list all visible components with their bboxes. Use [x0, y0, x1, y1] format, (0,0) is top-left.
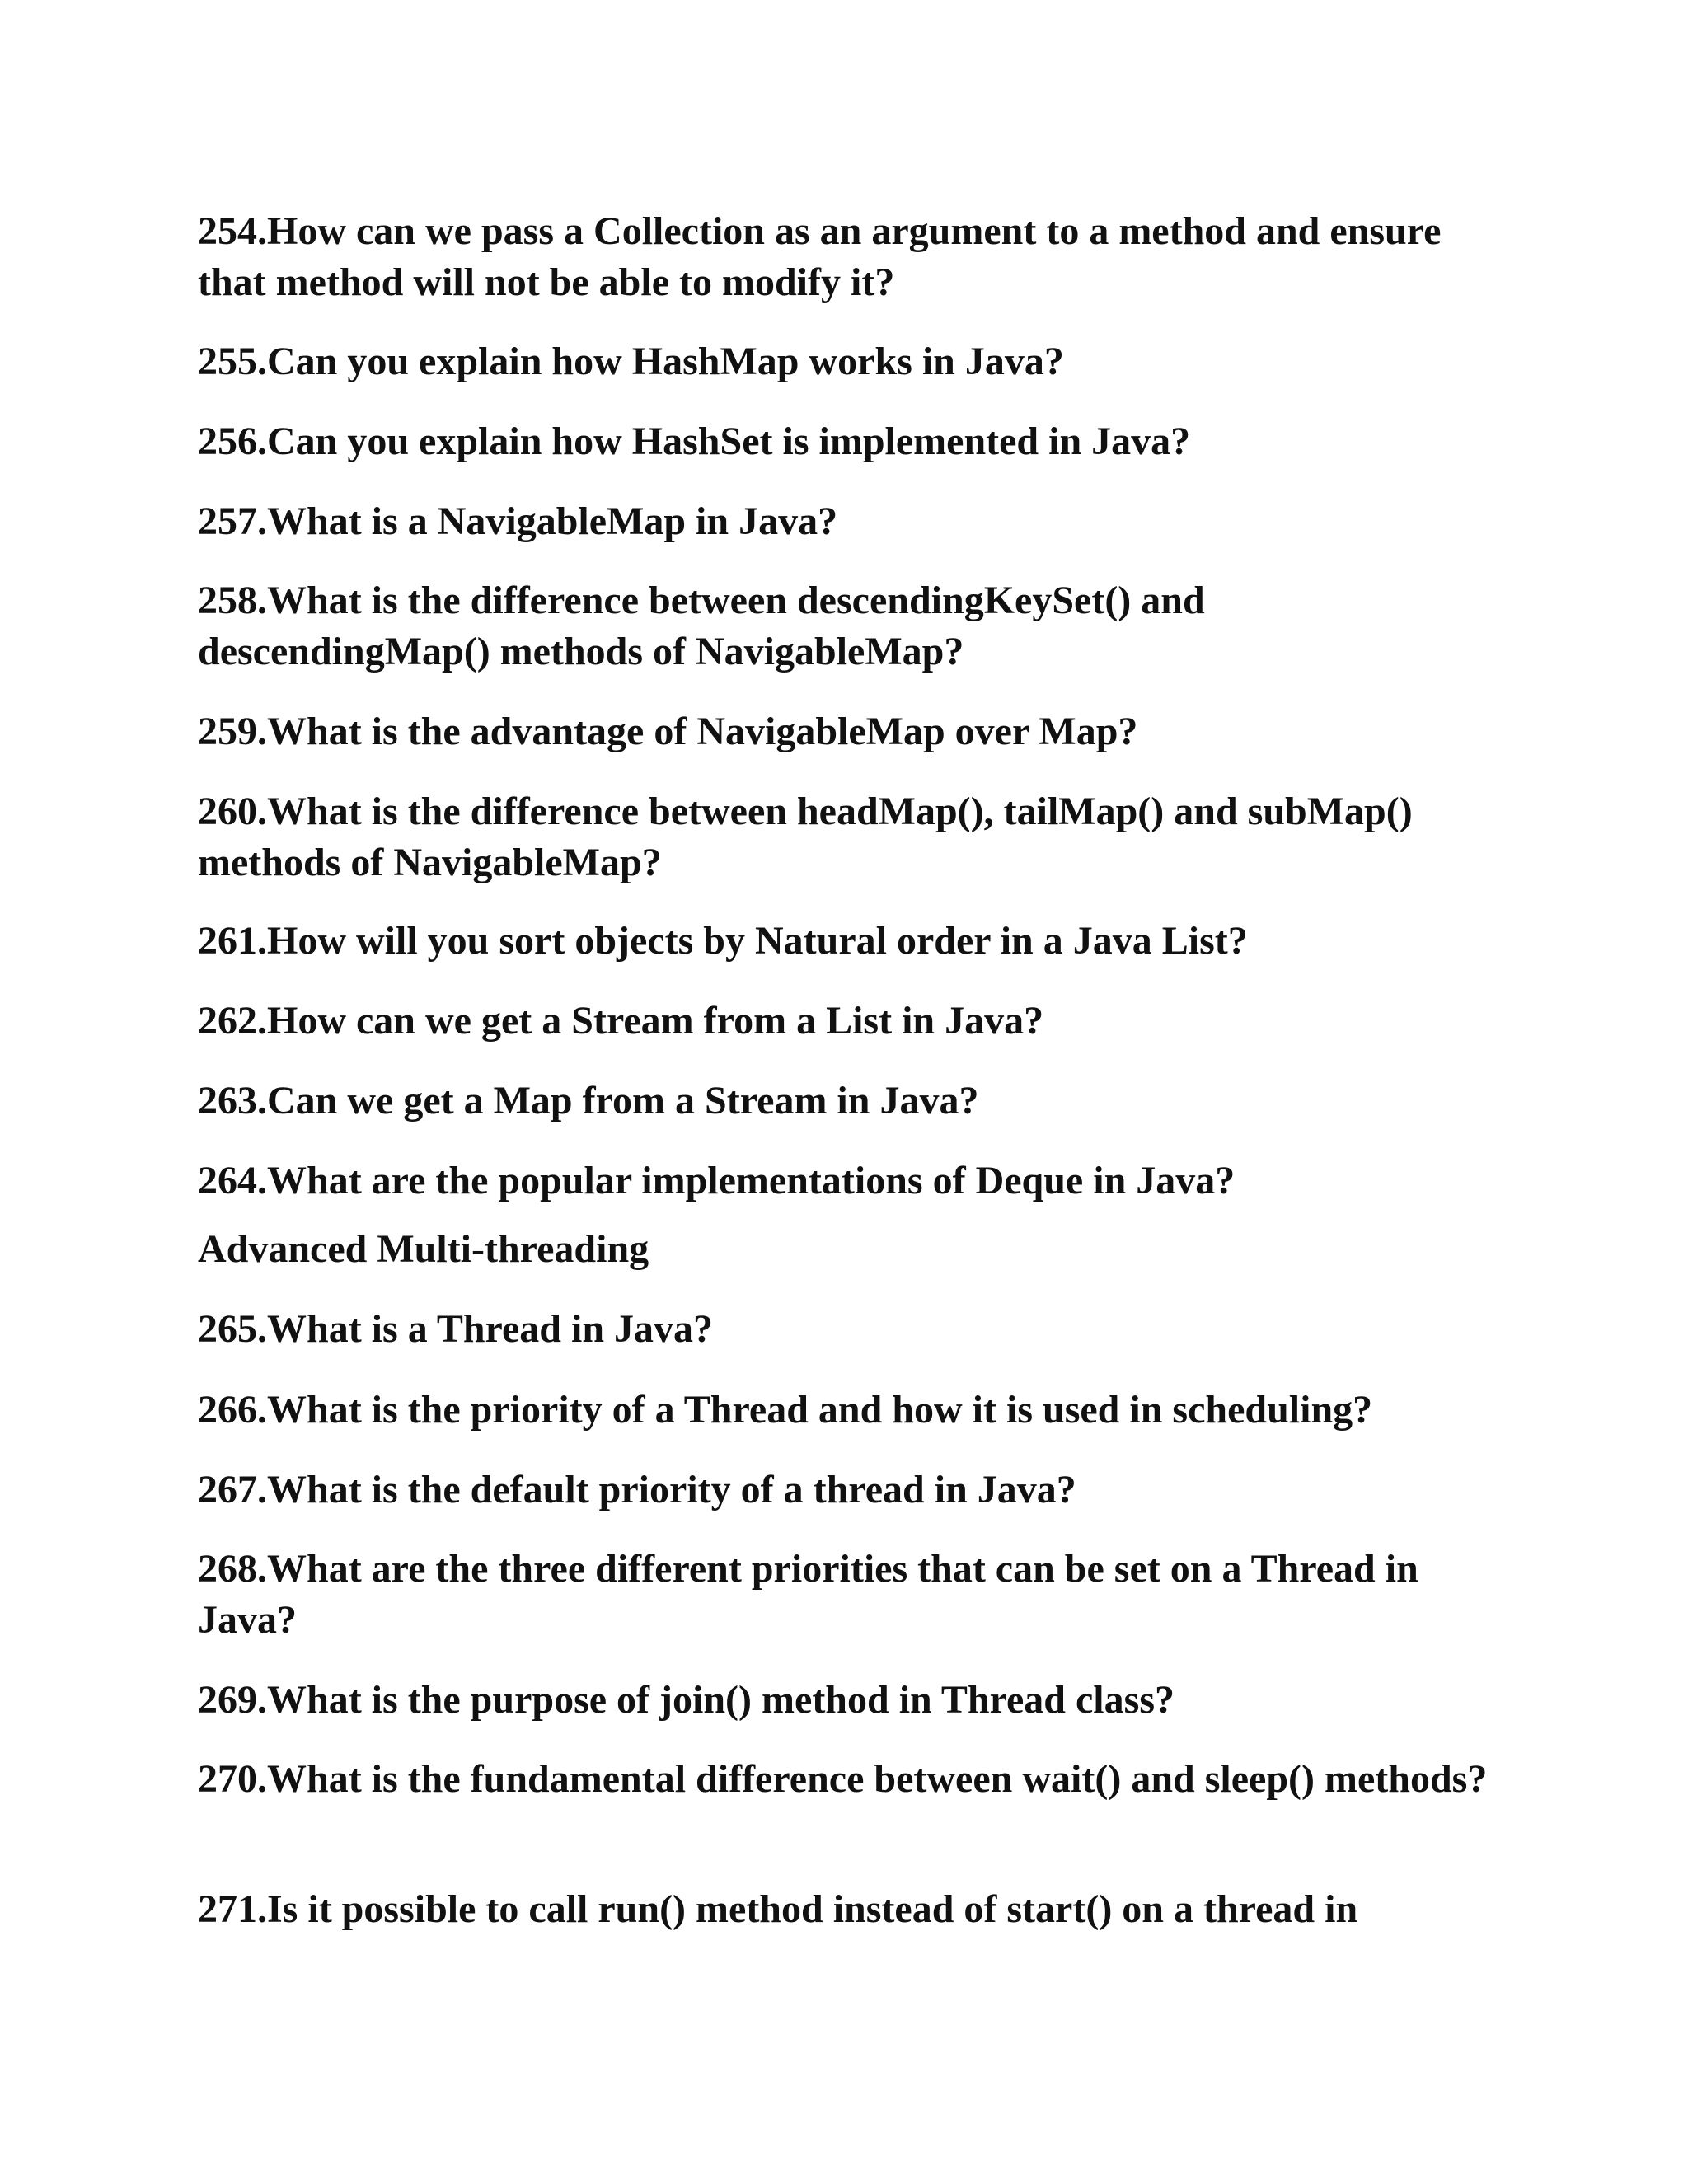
- question-261: [198, 916, 1500, 967]
- question-text: Is it possible to call run() method instead of start() on a thread in: [267, 1887, 1358, 1931]
- question-text: What is the purpose of join() method in Thread class?: [267, 1678, 1175, 1722]
- question-263: [198, 1076, 1500, 1127]
- question-text: What is the default priority of a thread in Java?: [267, 1468, 1076, 1511]
- question-number: 256.: [198, 419, 267, 463]
- question-257: [198, 496, 1500, 547]
- question-number: 267.: [198, 1468, 267, 1511]
- question-number: 270.: [198, 1757, 267, 1801]
- question-270: [198, 1754, 1500, 1805]
- question-number: 263.: [198, 1079, 267, 1122]
- question-267: [198, 1465, 1500, 1516]
- question-number: 261.: [198, 919, 267, 963]
- question-text: What are the popular implementations of Deque in Java?: [267, 1159, 1236, 1202]
- question-number: 269.: [198, 1678, 267, 1722]
- question-268: [198, 1544, 1500, 1646]
- question-265: [198, 1304, 1500, 1355]
- question-254: [198, 206, 1500, 308]
- question-text: How will you sort objects by Natural order in a Java List?: [267, 919, 1248, 963]
- question-number: 257.: [198, 499, 267, 543]
- question-text: What is the difference between headMap(), tailMap() and subMap() methods of NavigableMap?: [198, 790, 1413, 884]
- question-number: 259.: [198, 710, 267, 753]
- question-260: [198, 786, 1500, 888]
- question-text: What is the priority of a Thread and how it is used in scheduling?: [267, 1388, 1373, 1432]
- question-text: What is a NavigableMap in Java?: [267, 499, 838, 543]
- section-heading: Advanced Multi-threading: [198, 1227, 649, 1271]
- question-text: How can we pass a Collection as an argument to a method and ensure that method will not be able to modify it?: [198, 209, 1442, 304]
- question-text: What are the three different priorities that can be set on a Thread in Java?: [198, 1547, 1418, 1642]
- question-text: Can you explain how HashSet is implemented in Java?: [267, 419, 1191, 463]
- question-text: What is the fundamental difference between wait() and sleep() methods?: [267, 1757, 1488, 1801]
- question-256: [198, 416, 1500, 467]
- question-text: Can we get a Map from a Stream in Java?: [267, 1079, 979, 1122]
- question-number: 265.: [198, 1307, 267, 1351]
- question-258: [198, 575, 1500, 677]
- question-text: What is the advantage of NavigableMap over Map?: [267, 710, 1138, 753]
- question-number: 254.: [198, 209, 267, 253]
- question-text: What is the difference between descendingKeySet() and descendingMap() methods of NavigableMap?: [198, 579, 1205, 673]
- question-text: What is a Thread in Java?: [267, 1307, 714, 1351]
- question-number: 260.: [198, 790, 267, 833]
- question-266: [198, 1385, 1500, 1436]
- question-number: 271.: [198, 1887, 267, 1931]
- question-text: Can you explain how HashMap works in Java?: [267, 340, 1064, 383]
- question-255: [198, 336, 1500, 387]
- question-269: [198, 1675, 1500, 1726]
- question-259: [198, 706, 1500, 757]
- question-number: 268.: [198, 1547, 267, 1591]
- question-264: [198, 1155, 1500, 1207]
- question-262: [198, 996, 1500, 1047]
- question-271: [198, 1884, 1500, 1935]
- question-number: 266.: [198, 1388, 267, 1432]
- question-number: 264.: [198, 1159, 267, 1202]
- question-number: 258.: [198, 579, 267, 622]
- question-number: 255.: [198, 340, 267, 383]
- question-text: How can we get a Stream from a List in Java?: [267, 999, 1044, 1043]
- question-number: 262.: [198, 999, 267, 1043]
